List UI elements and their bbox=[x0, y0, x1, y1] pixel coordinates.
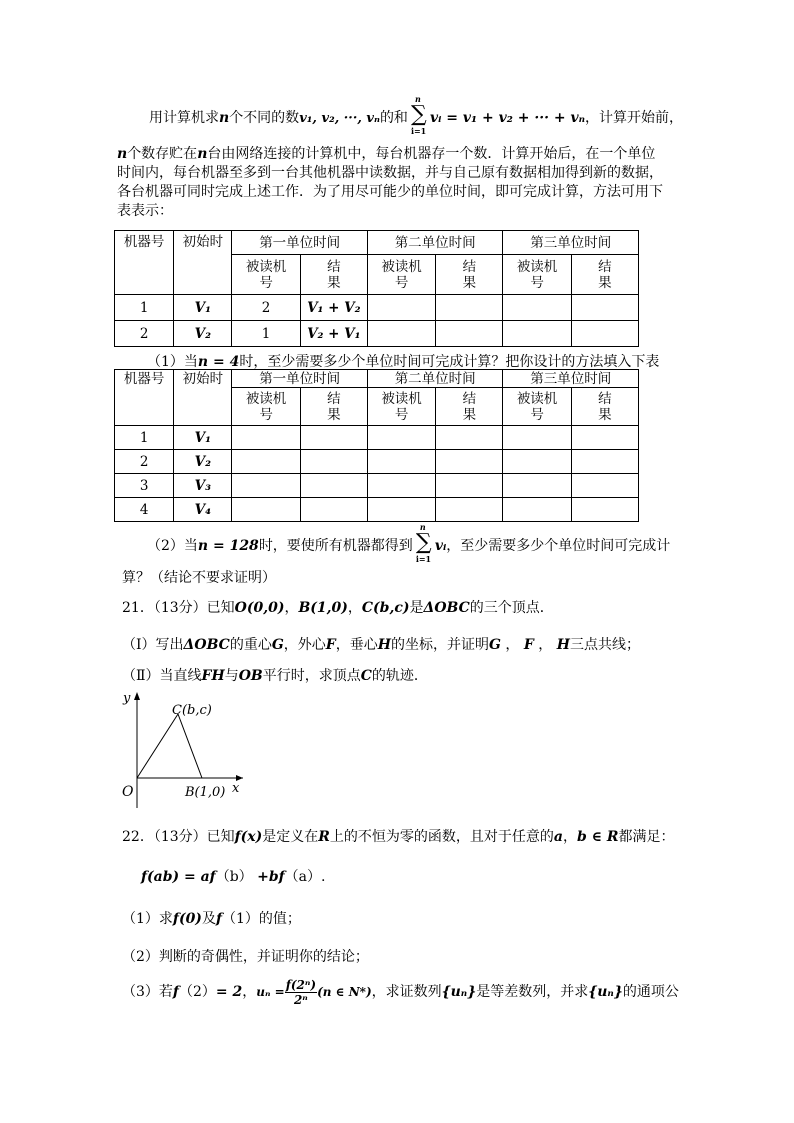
intro-line-3: 时间内，每台机器至多到一台其他机器中读数据，并与自己原有数据相加得到新的数据， bbox=[117, 165, 663, 181]
intro-text: 个数存贮在 bbox=[127, 146, 198, 162]
math-point: O(0,0) bbox=[234, 600, 285, 616]
math-eq: +bf bbox=[257, 869, 285, 885]
cell-empty[interactable] bbox=[367, 474, 435, 498]
answer-table bbox=[114, 369, 639, 522]
p21-text: ， bbox=[347, 600, 362, 616]
q1-condition: n = 4 bbox=[197, 354, 240, 370]
math-triangle: ΔOBC bbox=[423, 600, 470, 616]
sigma-symbol: ∑ n i=1 bbox=[415, 522, 432, 564]
table-row bbox=[115, 295, 639, 321]
p22-text: 都满足： bbox=[618, 829, 675, 845]
cell-machine: 1 bbox=[115, 426, 174, 450]
cell-empty bbox=[367, 321, 435, 347]
cell-empty[interactable] bbox=[571, 450, 638, 474]
math-var: F bbox=[325, 637, 336, 653]
math-line: FH bbox=[201, 668, 225, 684]
cell-machine: 4 bbox=[115, 498, 174, 522]
q2-condition: n = 128 bbox=[197, 538, 259, 554]
p21-text: （Ⅰ）写出 bbox=[122, 637, 184, 653]
header-time-1: 第一单位时间 bbox=[232, 231, 368, 255]
intro-line-1 bbox=[149, 94, 684, 136]
cell-empty[interactable] bbox=[300, 498, 367, 522]
problem-21-part-1: （Ⅰ）写出ΔOBC的重心G，外心F，垂心H的坐标，并证明G ， F ， H三点共线； bbox=[122, 637, 640, 653]
cell-empty[interactable] bbox=[300, 426, 367, 450]
math-var: C bbox=[360, 668, 372, 684]
math-var: G bbox=[271, 637, 284, 653]
header-read: 被读机号 bbox=[503, 255, 571, 295]
math-triangle: ΔOBC bbox=[183, 637, 230, 653]
header-init: 初始时 bbox=[174, 370, 232, 426]
math-func: f(0) bbox=[172, 911, 202, 927]
cell-empty[interactable] bbox=[367, 450, 435, 474]
cell-empty[interactable] bbox=[571, 474, 638, 498]
cell-empty bbox=[571, 321, 638, 347]
p22-text: （1）求 bbox=[122, 911, 173, 927]
sigma-symbol: ∑ n i=1 bbox=[410, 94, 427, 136]
triangle-figure bbox=[115, 688, 245, 808]
p21-text: ，垂心 bbox=[335, 637, 378, 653]
math-var: F bbox=[523, 637, 534, 653]
p21-text: （Ⅱ）当直线 bbox=[122, 668, 202, 684]
math-cond: b ∈ R bbox=[576, 829, 619, 845]
math-value: = 2 bbox=[215, 984, 243, 1000]
table-row bbox=[115, 450, 639, 474]
var-n: n bbox=[219, 110, 230, 126]
math-var: G bbox=[488, 637, 501, 653]
header-time-3: 第三单位时间 bbox=[503, 370, 639, 388]
cell-empty bbox=[436, 295, 503, 321]
table-row bbox=[115, 474, 639, 498]
q1-text: （1）当 bbox=[147, 354, 198, 370]
p22-text: （2） bbox=[178, 984, 216, 1000]
p22-text: （b） bbox=[215, 869, 253, 885]
p21-text: 三点共线； bbox=[569, 637, 640, 653]
side-cb bbox=[178, 714, 202, 778]
problem-22-equation bbox=[141, 866, 325, 886]
p21-text: 平行时，求顶点 bbox=[262, 668, 361, 684]
math-seq: {uₙ} bbox=[588, 984, 623, 1000]
frac-numerator: f(2ⁿ) bbox=[285, 977, 317, 992]
math-term: vᵢ bbox=[434, 538, 447, 554]
cell-read: 2 bbox=[232, 295, 300, 321]
problem-22-part-1 bbox=[122, 908, 301, 928]
header-read: 被读机号 bbox=[503, 388, 571, 426]
fig-label-o: O bbox=[122, 784, 134, 800]
p21-text: ， bbox=[284, 600, 299, 616]
table-row bbox=[115, 321, 639, 347]
cell-machine: 2 bbox=[115, 321, 174, 347]
cell-empty[interactable] bbox=[436, 498, 503, 522]
cell-init: V₃ bbox=[174, 474, 232, 498]
cell-result: V₁ + V₂ bbox=[300, 295, 367, 321]
math-eq: f(ab) = af bbox=[141, 869, 216, 885]
fig-label-y: y bbox=[123, 691, 131, 706]
header-result: 结果 bbox=[571, 388, 638, 426]
header-read: 被读机号 bbox=[367, 388, 435, 426]
header-result: 结果 bbox=[300, 255, 367, 295]
p22-text: 是等差数列，并求 bbox=[476, 984, 589, 1000]
math-point: C(b,c) bbox=[361, 600, 410, 616]
header-machine: 机器号 bbox=[115, 370, 174, 426]
p21-text: ，外心 bbox=[283, 637, 326, 653]
p21-text: 的三个顶点． bbox=[469, 600, 554, 616]
header-result: 结果 bbox=[436, 255, 503, 295]
math-var: a bbox=[553, 829, 563, 845]
header-result: 结果 bbox=[436, 388, 503, 426]
math-sum: vᵢ = v₁ + v₂ + ··· + vₙ bbox=[429, 110, 586, 126]
question-1 bbox=[147, 351, 659, 371]
cell-empty[interactable] bbox=[503, 426, 571, 450]
p22-text: 的通项公 bbox=[622, 984, 679, 1000]
cell-empty[interactable] bbox=[503, 450, 571, 474]
problem-22-part-2: （2）判断的奇偶性，并证明你的结论； bbox=[122, 949, 369, 965]
cell-init: V₁ bbox=[174, 295, 232, 321]
header-result: 结果 bbox=[571, 255, 638, 295]
problem-21 bbox=[122, 597, 554, 617]
q2-text: （2）当 bbox=[147, 538, 198, 554]
frac-denominator: 2ⁿ bbox=[293, 992, 308, 1007]
cell-empty[interactable] bbox=[503, 474, 571, 498]
cell-empty[interactable] bbox=[367, 426, 435, 450]
cell-empty[interactable] bbox=[503, 498, 571, 522]
sigma-upper: n bbox=[419, 522, 426, 532]
math-func: f(x) bbox=[234, 829, 263, 845]
cell-empty[interactable] bbox=[571, 426, 638, 450]
p22-text: 22．（13分）已知 bbox=[122, 829, 235, 845]
p21-text: 是 bbox=[409, 600, 424, 616]
header-time-2: 第二单位时间 bbox=[367, 370, 503, 388]
var-n: n bbox=[117, 146, 128, 162]
sigma-lower: i=1 bbox=[410, 126, 427, 136]
header-result: 结果 bbox=[300, 388, 367, 426]
cell-empty[interactable] bbox=[232, 426, 300, 450]
math-point: B(1,0) bbox=[298, 600, 348, 616]
header-read: 被读机号 bbox=[367, 255, 435, 295]
cell-empty[interactable] bbox=[232, 450, 300, 474]
header-time-3: 第三单位时间 bbox=[503, 231, 639, 255]
cell-machine: 1 bbox=[115, 295, 174, 321]
table-row bbox=[115, 498, 639, 522]
cell-result: V₂ + V₁ bbox=[300, 321, 367, 347]
cell-empty bbox=[503, 295, 571, 321]
intro-text: 台由网络连接的计算机中，每台机器存一个数．计算开始后，在一个单位 bbox=[207, 146, 656, 162]
question-2 bbox=[147, 522, 671, 564]
p21-text: 的轨迹． bbox=[371, 668, 428, 684]
cell-empty bbox=[367, 295, 435, 321]
math-seq: {uₙ} bbox=[441, 984, 477, 1000]
p22-text: （a）. bbox=[284, 869, 326, 885]
problem-22-part-3 bbox=[122, 976, 679, 1008]
header-read: 被读机号 bbox=[232, 255, 300, 295]
p21-text: 与 bbox=[224, 668, 239, 684]
header-init: 初始时 bbox=[174, 231, 232, 295]
math-line: OB bbox=[238, 668, 263, 684]
p22-text: ， bbox=[242, 984, 257, 1000]
p22-text: 上的不恒为零的函数，且对于任意的 bbox=[329, 829, 554, 845]
cell-init: V₁ bbox=[174, 426, 232, 450]
math-fraction bbox=[285, 978, 317, 1007]
cell-empty bbox=[503, 321, 571, 347]
math-nums: v₁, v₂, ···, vₙ bbox=[299, 111, 380, 126]
cell-empty[interactable] bbox=[300, 450, 367, 474]
cell-read: 1 bbox=[232, 321, 300, 347]
p21-text: 的重心 bbox=[229, 637, 272, 653]
cell-init: V₂ bbox=[174, 450, 232, 474]
p21-text: 21．（13分）已知 bbox=[122, 600, 235, 616]
var-n: n bbox=[197, 146, 208, 162]
example-table bbox=[114, 230, 639, 347]
math-seq: uₙ = bbox=[256, 985, 285, 999]
intro-text: 的和 bbox=[379, 110, 408, 126]
p22-text: （1）的值； bbox=[221, 911, 301, 927]
fig-label-b: B(1,0) bbox=[185, 785, 226, 800]
intro-line-4: 各台机器可同时完成上述工作．为了用尽可能少的单位时间，即可完成计算，方法可用下 bbox=[117, 184, 663, 200]
intro-line-2 bbox=[117, 143, 655, 163]
header-time-2: 第二单位时间 bbox=[367, 231, 503, 255]
p21-text: 的坐标，并证明 bbox=[390, 637, 489, 653]
p22-text: 及 bbox=[201, 911, 216, 927]
math-func: f bbox=[215, 911, 222, 927]
cell-empty[interactable] bbox=[571, 498, 638, 522]
q2-text: 时，要使所有机器都得到 bbox=[258, 538, 413, 554]
fig-label-c: C(b,c) bbox=[172, 703, 212, 718]
p22-text: 是定义在 bbox=[262, 829, 319, 845]
cell-empty[interactable] bbox=[436, 450, 503, 474]
cell-empty[interactable] bbox=[367, 498, 435, 522]
intro-text: 用计算机求 bbox=[149, 110, 219, 126]
sigma-lower: i=1 bbox=[415, 554, 432, 564]
p22-text: （3）若 bbox=[122, 984, 173, 1000]
y-axis-arrow bbox=[134, 692, 140, 700]
p22-text: ，求证数列 bbox=[371, 984, 442, 1000]
math-var: H bbox=[556, 637, 570, 653]
q1-text: 时，至少需要多少个单位时间可完成计算？把你设计的方法填入下表 bbox=[239, 354, 660, 370]
header-read: 被读机号 bbox=[232, 388, 300, 426]
problem-21-part-2 bbox=[122, 665, 428, 685]
cell-machine: 2 bbox=[115, 450, 174, 474]
problem-22 bbox=[122, 826, 675, 846]
cell-empty[interactable] bbox=[300, 474, 367, 498]
math-domain: (n ∈ N*) bbox=[317, 985, 372, 999]
cell-empty[interactable] bbox=[232, 498, 300, 522]
intro-text: 个不同的数 bbox=[229, 110, 300, 126]
intro-text: ，计算开始前， bbox=[585, 110, 684, 126]
cell-empty[interactable] bbox=[436, 474, 503, 498]
cell-empty bbox=[436, 321, 503, 347]
side-oc bbox=[137, 714, 178, 778]
header-machine: 机器号 bbox=[115, 231, 174, 295]
cell-empty[interactable] bbox=[232, 474, 300, 498]
q2-text: ，至少需要多少个单位时间可完成计 bbox=[446, 538, 671, 554]
intro-line-5: 表表示： bbox=[117, 203, 173, 219]
fig-label-x: x bbox=[232, 781, 240, 796]
math-var: H bbox=[377, 637, 391, 653]
math-set: R bbox=[318, 829, 330, 845]
math-func: f bbox=[172, 984, 179, 1000]
question-2-cont: 算？（结论不要求证明） bbox=[122, 570, 276, 586]
cell-empty bbox=[571, 295, 638, 321]
cell-init: V₄ bbox=[174, 498, 232, 522]
table-row bbox=[115, 426, 639, 450]
cell-empty[interactable] bbox=[436, 426, 503, 450]
header-time-1: 第一单位时间 bbox=[232, 370, 368, 388]
sigma-upper: n bbox=[414, 94, 421, 104]
cell-init: V₂ bbox=[174, 321, 232, 347]
cell-machine: 3 bbox=[115, 474, 174, 498]
p22-text: ， bbox=[562, 829, 577, 845]
